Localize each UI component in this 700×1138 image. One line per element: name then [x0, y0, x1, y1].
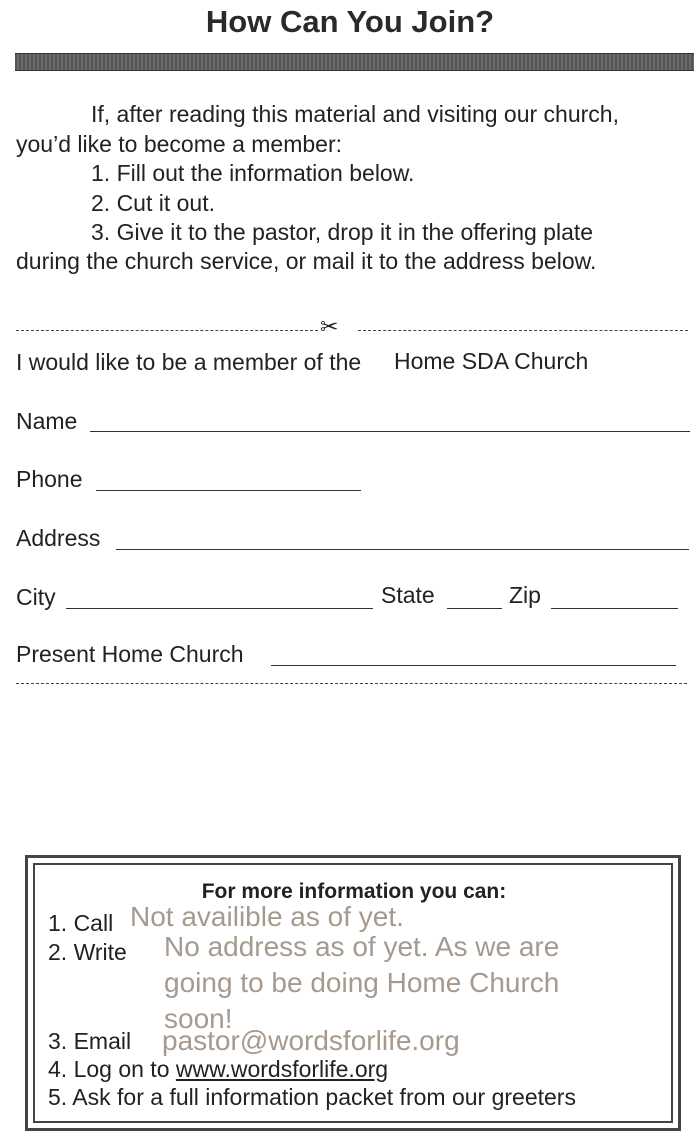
title-banner	[15, 53, 694, 71]
info-write-label: 2. Write	[48, 939, 127, 965]
info-write-line-2: going to be doing Home Church	[164, 967, 560, 998]
intro-line-1: If, after reading this material and visiting our church,	[91, 101, 619, 127]
info-heading: For more information you can:	[201, 880, 507, 903]
zip-label: Zip	[509, 582, 541, 608]
city-field[interactable]	[66, 608, 373, 609]
name-field[interactable]	[90, 431, 690, 432]
intro-line-2: you’d like to become a member:	[16, 131, 342, 157]
info-call-value: Not availible as of yet.	[130, 901, 404, 932]
cut-line-bottom	[16, 683, 687, 684]
info-write-line-3: soon!	[164, 1003, 233, 1034]
info-write-line-1: No address as of yet. As we are	[164, 931, 560, 962]
member-prefix: I would like to be a member of the	[16, 349, 362, 375]
present-church-field[interactable]	[271, 665, 676, 666]
info-packet: 5. Ask for a full information packet from our greeters	[48, 1084, 576, 1110]
church-name: Home SDA Church	[394, 348, 589, 374]
city-label: City	[16, 584, 56, 610]
cut-line-left	[16, 330, 318, 331]
address-label: Address	[16, 525, 101, 551]
address-field[interactable]	[116, 549, 689, 550]
state-label: State	[381, 582, 435, 608]
cut-line-right	[358, 330, 688, 331]
website-link[interactable]: www.wordsforlife.org	[175, 1056, 389, 1082]
intro-step-3: 3. Give it to the pastor, drop it in the offering plate	[91, 219, 594, 245]
scissors-icon: ✂	[320, 314, 339, 339]
info-call-label: 1. Call	[48, 910, 114, 936]
name-label: Name	[16, 408, 78, 434]
intro-step-2: 2. Cut it out.	[91, 190, 216, 216]
phone-label: Phone	[16, 466, 83, 492]
info-email-value[interactable]: pastor@wordsforlife.org	[162, 1025, 460, 1056]
intro-line-last: during the church service, or mail it to the address below.	[16, 248, 597, 274]
intro-step-1: 1. Fill out the information below.	[91, 160, 415, 186]
page-title: How Can You Join?	[205, 4, 495, 39]
state-field[interactable]	[447, 608, 502, 609]
zip-field[interactable]	[551, 608, 678, 609]
info-logon-prefix: 4. Log on to	[48, 1056, 176, 1082]
present-church-label: Present Home Church	[16, 641, 244, 667]
info-email-label: 3. Email	[48, 1028, 132, 1054]
phone-field[interactable]	[96, 490, 361, 491]
info-logon-line	[48, 1056, 388, 1083]
